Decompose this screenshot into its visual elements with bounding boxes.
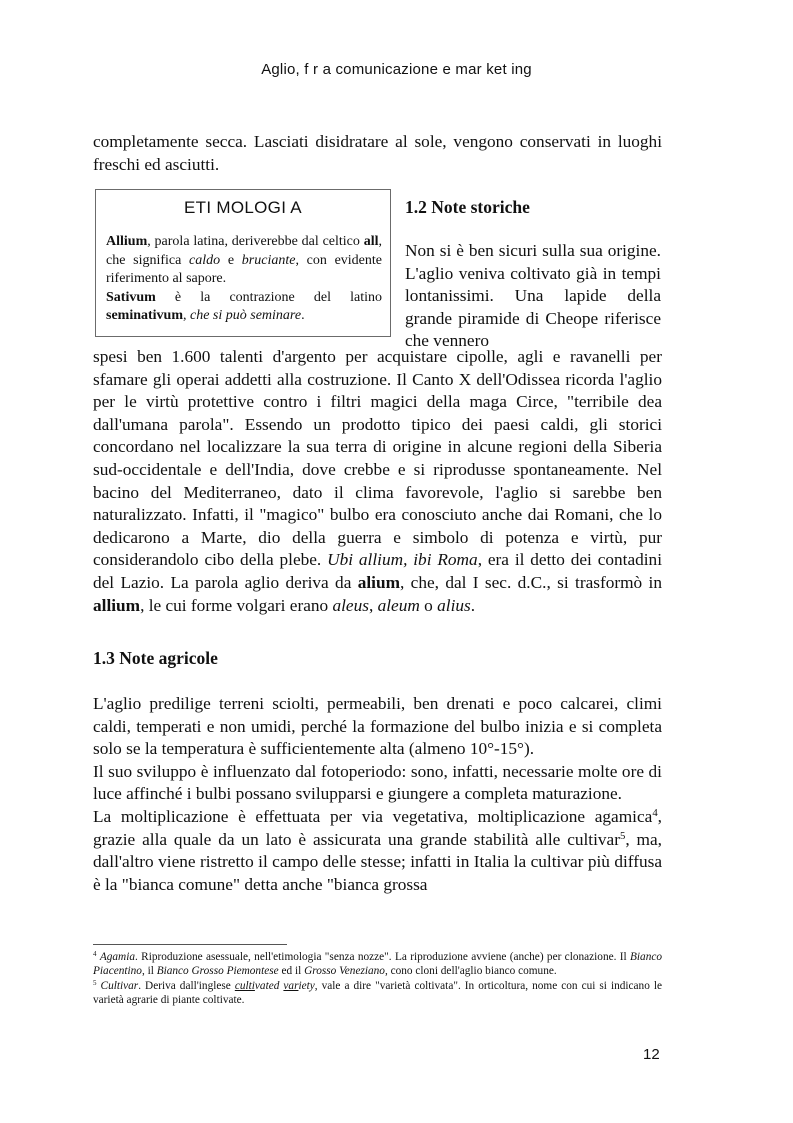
- text-fragment: . Riproduzione asessuale, nell'etimologia "senza nozze". La riproduzione avviene (anche) per clonazione. Il: [135, 951, 630, 963]
- footnote-ref-4[interactable]: 4: [652, 807, 658, 820]
- storiche-paragraph-right-column: Non si è ben sicuri sulla sua origine. L'aglio veniva coltivato già in tempi lontanissimi. Una lapide della grande piramide di Cheope riferisce che vennero: [405, 241, 661, 351]
- text-fragment: , ma, dall'altro viene ristretto il campo delle stesse; infatti in Italia la cultivar più diffusa è la "bianca comune" detta anche "bianca grossa: [93, 829, 662, 894]
- text-fragment: , le cui forme volgari erano: [140, 595, 333, 615]
- cultivar-name: Bianco Piacentino: [93, 951, 662, 978]
- footnote-4: [93, 950, 662, 979]
- text-fragment: .: [301, 308, 305, 323]
- word-aleum: aleum: [377, 595, 420, 615]
- text-fragment: o: [419, 595, 438, 615]
- motto-ubi-allium: Ubi allium, ibi Roma: [327, 550, 478, 570]
- agricole-paragraph-2: Il suo sviluppo è influenzato dal fotoperiodo: sono, infatti, necessarie molte ore di luce affinché i bulbi possano svilupparsi e giungere a completa maturazione.: [93, 761, 662, 804]
- term-sativum: Sativum: [106, 289, 156, 305]
- footnote-ref-5[interactable]: 5: [619, 829, 626, 842]
- agricole-paragraph-1: L'aglio predilige terreni sciolti, permeabili, ben drenati e poco calcarei, climi caldi, temperati e non umidi, perché la formazione del bulbo inizia e si completa solo se la temperatura è sufficientemente alta (almeno 10°-15°).: [93, 694, 662, 759]
- section-heading-note-storiche: 1.2 Note storiche: [405, 197, 530, 217]
- text-fragment: , con evidente riferimento al sapore.: [106, 252, 382, 286]
- text-fragment: . Deriva dall'inglese: [138, 979, 235, 992]
- intro-paragraph: completamente secca. Lasciati disidratare al sole, vengono conservati in luoghi freschi ed asciutti.: [93, 132, 662, 174]
- cultivar-name: Grosso Veneziano: [304, 965, 385, 978]
- text-fragment: vated: [254, 979, 280, 992]
- text-fragment: , che significa: [106, 234, 382, 268]
- etymology-box: [95, 189, 391, 337]
- footnote-separator: [93, 944, 287, 945]
- footnote-number: 5: [93, 978, 97, 987]
- text-fragment: , parola latina, deriverebbe dal celtico: [147, 234, 364, 249]
- agricole-paragraph-3: [93, 806, 662, 896]
- text-fragment: , il: [141, 965, 157, 978]
- word-caldo: caldo: [189, 252, 221, 268]
- footnote-term: Cultivar: [100, 979, 139, 992]
- phrase-cultivated-variety: [235, 980, 315, 992]
- term-allium: Allium: [106, 234, 148, 249]
- text-fragment: La moltiplicazione è effettuata per via vegetativa, moltiplicazione agamica: [93, 806, 653, 826]
- text-fragment: , cono cloni dell'aglio bianco comune.: [384, 965, 557, 978]
- text-fragment: ed il: [278, 965, 305, 978]
- footnote-5: [93, 979, 662, 1008]
- word-bruciante: bruciante: [241, 252, 296, 268]
- term-all: all: [363, 234, 379, 249]
- agricole-paragraphs: [93, 693, 662, 896]
- word-aleus: aleus: [332, 595, 369, 615]
- word-alius: alius: [437, 595, 471, 615]
- text-fragment: ,: [183, 308, 190, 323]
- page-number: 12: [643, 1046, 660, 1063]
- text-fragment: , vale a dire "varietà coltivata". In orticoltura, nome con cui si indicano le varietà agrarie di piante coltivate.: [93, 979, 663, 1007]
- text-fragment: iety: [298, 979, 315, 992]
- text-fragment: .: [470, 595, 476, 615]
- term-alium: alium: [357, 572, 400, 592]
- running-header: Aglio, f r a comunicazione e mar ket ing: [261, 61, 532, 78]
- footnote-term: Agamia: [99, 951, 135, 963]
- text-fragment: e: [220, 252, 242, 268]
- cultivar-name: Bianco Grosso Piemontese: [156, 965, 279, 978]
- text-fragment: ,: [368, 595, 378, 615]
- text-fragment: , che, dal I sec. d.C., si trasformò in: [399, 572, 663, 592]
- phrase-seminare: che si può seminare: [190, 308, 302, 323]
- underlined-fragment: culti: [234, 979, 255, 992]
- text-fragment: spesi ben 1.600 talenti d'argento per acquistare cipolle, agli e ravanelli per sfamare gli operai addetti alla costruzione. Il Canto X dell'Odissea ricorda l'aglio per le virtù protettive contro i filtri magici della maga Circe, "terribile dea dall'umana parola". Essendo un prodotto tipico dei paesi caldi, gli storici concordano nel localizzare la sua terra di origine in alcune regioni della Siberia sud-occidentale e dell'India, dove crebbe e si riprodusse spontaneamente. Nel bacino del Mediterraneo, dato il clima favorevole, l'aglio si sarebbe ben naturalizzato. Infatti, il "magico" bulbo era conosciuto anche dai Romani, che lo dedicarono a Marte, dio della guerra e simbolo di potenza e virtù, pur considerandolo cibo della plebe.: [93, 347, 662, 570]
- text-fragment: , grazie alla quale da un lato è assicurata una grande stabilità alle cultivar: [93, 806, 662, 849]
- text-fragment: è la contrazione del latino: [155, 289, 382, 305]
- text-fragment: , era il detto dei contadini del Lazio. La parola aglio deriva da: [93, 550, 662, 592]
- footnotes: [93, 950, 662, 1008]
- term-seminativum: seminativum: [106, 308, 183, 323]
- section-heading-note-agricole: 1.3 Note agricole: [93, 648, 218, 668]
- term-allium: allium: [93, 595, 141, 615]
- storiche-paragraph-full-width: [93, 346, 662, 617]
- underlined-fragment: var: [283, 979, 299, 992]
- footnote-number: 4: [93, 950, 97, 959]
- etymology-box-text: [106, 233, 382, 326]
- etymology-box-title: ETI MOLOGI A: [184, 198, 302, 217]
